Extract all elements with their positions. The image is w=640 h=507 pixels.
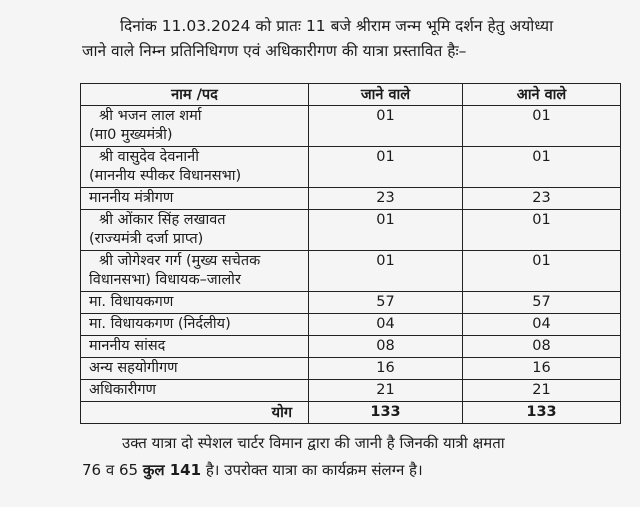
- closing-capacity: 76 व 65: [82, 461, 143, 479]
- row-name: अन्य सहयोगीगण: [81, 358, 309, 380]
- total-returning: 133: [463, 402, 621, 424]
- closing-line-2: [82, 457, 602, 484]
- header-going: जाने वाले: [309, 84, 463, 106]
- total-going: 133: [309, 402, 463, 424]
- row-name-line1: श्री वासुदेव देवनानी: [99, 149, 199, 165]
- row-returning: 01: [463, 106, 621, 147]
- row-returning: 01: [463, 147, 621, 188]
- row-name-line1: श्री भजन लाल शर्मा: [99, 108, 202, 124]
- row-name: मा. विधायकगण (निर्दलीय): [81, 314, 309, 336]
- table-row: [81, 106, 621, 147]
- row-returning: 04: [463, 314, 621, 336]
- row-name: [81, 210, 309, 251]
- row-name: माननीय सांसद: [81, 336, 309, 358]
- row-returning: 16: [463, 358, 621, 380]
- row-going: 01: [309, 147, 463, 188]
- table-row: [81, 147, 621, 188]
- total-label: योग: [81, 402, 309, 424]
- row-going: 01: [309, 251, 463, 292]
- row-name-line2: (मा0 मुख्यमंत्री): [89, 127, 173, 143]
- table-total-row: [81, 402, 621, 424]
- closing-line-1: उक्त यात्रा दो स्पेशल चार्टर विमान द्वारा की जानी है जिनकी यात्री क्षमता: [122, 434, 505, 452]
- travel-table: [80, 83, 621, 424]
- row-going: 04: [309, 314, 463, 336]
- intro-line-2: जाने वाले निम्न प्रतिनिधिगण एवं अधिकारीगण की यात्रा प्रस्तावित हैः–: [82, 42, 467, 60]
- row-name: मा. विधायकगण: [81, 292, 309, 314]
- row-returning: 57: [463, 292, 621, 314]
- row-returning: 01: [463, 251, 621, 292]
- row-name-line2: विधानसभा) विधायक–जालोर: [89, 272, 241, 288]
- row-going: 23: [309, 188, 463, 210]
- intro-paragraph: [82, 14, 602, 64]
- table-header-row: [81, 84, 621, 106]
- table-row: [81, 292, 621, 314]
- table-row: [81, 210, 621, 251]
- row-name-line2: (राज्यमंत्री दर्जा प्राप्त): [89, 231, 204, 247]
- table-row: [81, 358, 621, 380]
- row-name-line2: (माननीय स्पीकर विधानसभा): [89, 168, 242, 184]
- closing-paragraph: [82, 430, 602, 484]
- table-row: [81, 251, 621, 292]
- intro-line-1: दिनांक 11.03.2024 को प्रातः 11 बजे श्रीराम जन्म भूमि दर्शन हेतु अयोध्या: [120, 17, 554, 35]
- row-name-line1: श्री जोगेश्वर गर्ग (मुख्य सचेतक: [99, 253, 261, 269]
- row-going: 08: [309, 336, 463, 358]
- header-returning: आने वाले: [463, 84, 621, 106]
- table-row: [81, 380, 621, 402]
- row-going: 16: [309, 358, 463, 380]
- row-going: 57: [309, 292, 463, 314]
- row-going: 01: [309, 210, 463, 251]
- row-going: 21: [309, 380, 463, 402]
- row-name: [81, 147, 309, 188]
- table-row: [81, 188, 621, 210]
- row-returning: 08: [463, 336, 621, 358]
- row-returning: 21: [463, 380, 621, 402]
- row-name: माननीय मंत्रीगण: [81, 188, 309, 210]
- row-returning: 01: [463, 210, 621, 251]
- row-returning: 23: [463, 188, 621, 210]
- header-name: नाम /पद: [81, 84, 309, 106]
- row-name: [81, 106, 309, 147]
- table-row: [81, 336, 621, 358]
- row-name: [81, 251, 309, 292]
- row-name: अधिकारीगण: [81, 380, 309, 402]
- closing-total-capacity: कुल 141: [142, 461, 202, 479]
- row-name-line1: श्री ओंकार सिंह लखावत: [99, 212, 226, 228]
- table-row: [81, 314, 621, 336]
- row-going: 01: [309, 106, 463, 147]
- closing-attachment-note: है। उपरोक्त यात्रा का कार्यक्रम संलग्न है।: [201, 461, 423, 479]
